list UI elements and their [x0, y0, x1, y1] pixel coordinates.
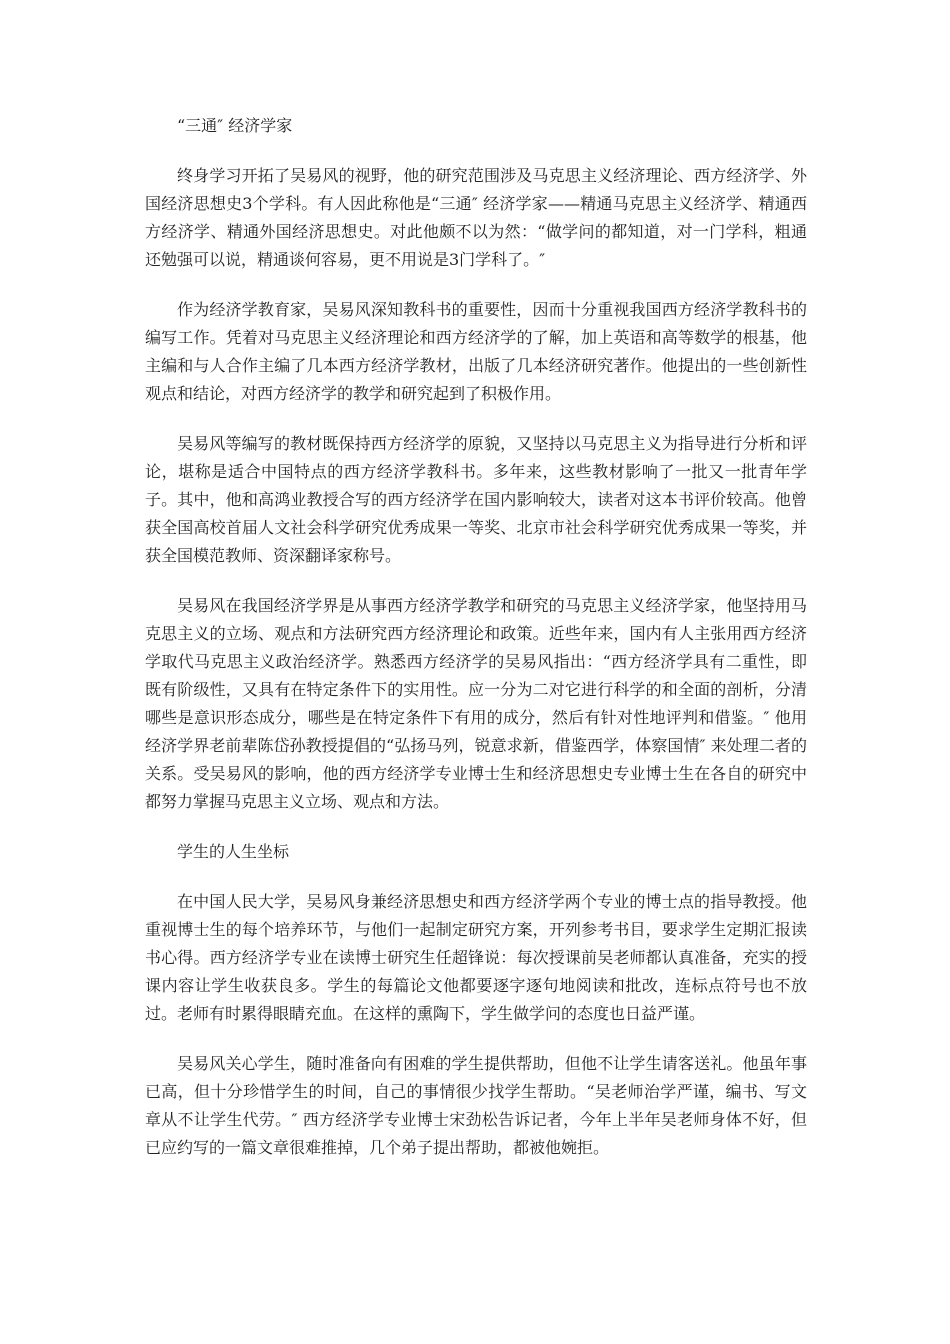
paragraph: 作为经济学教育家，吴易风深知教科书的重要性，因而十分重视我国西方经济学教科书的编写工作。凭着对马克思主义经济理论和西方经济学的了解，加上英语和高等数学的根基，他主编和与人合作主编了几本西方经济学教材，出版了几本经济研究著作。他提出的一些创新性观点和结论，对西方经济学的教学和研究起到了积极作用。 — [145, 300, 807, 403]
paragraph: 吴易风关心学生，随时准备向有困难的学生提供帮助，但他不让学生请客送礼。他虽年事已高，但十分珍惜学生的时间，自己的事情很少找学生帮助。“吴老师治学严谨，编书、写文章从不让学生代劳。″ 西方经济学专业博士宋劲松告诉记者，今年上半年吴老师身体不好，但已应约写的一篇文章很难推掉，几个弟子提出帮助，都被他婉拒。 — [145, 1054, 807, 1157]
section-heading: “三通″ 经济学家 — [177, 116, 293, 135]
paragraph: 终身学习开拓了吴易风的视野，他的研究范围涉及马克思主义经济理论、西方经济学、外国经济思想史3个学科。有人因此称他是“三通″ 经济学家——精通马克思主义经济学、精通西方经济学、精通外国经济思想史。对此他颇不以为然：“做学问的都知道，对一门学科，粗通还勉强可以说，精通谈何容易，更不用说是3门学科了。″ — [145, 166, 807, 269]
paragraph: 在中国人民大学，吴易风身兼经济思想史和西方经济学两个专业的博士点的指导教授。他重视博士生的每个培养环节，与他们一起制定研究方案，开列参考书目，要求学生定期汇报读书心得。西方经济学专业在读博士研究生任超锋说：每次授课前吴老师都认真准备，充实的授课内容让学生收获良多。学生的每篇论文他都要逐字逐句地阅读和批改，连标点符号也不放过。老师有时累得眼睛充血。在这样的熏陶下，学生做学问的态度也日益严谨。 — [145, 892, 807, 1023]
article-body — [145, 112, 807, 1184]
section-heading: 学生的人生坐标 — [177, 842, 290, 861]
paragraph: 吴易风等编写的教材既保持西方经济学的原貌，又坚持以马克思主义为指导进行分析和评论，堪称是适合中国特点的西方经济学教科书。多年来，这些教材影响了一批又一批青年学子。其中，他和高鸿业教授合写的西方经济学在国内影响较大，读者对这本书评价较高。他曾获全国高校首届人文社会科学研究优秀成果一等奖、北京市社会科学研究优秀成果一等奖，并获全国模范教师、资深翻译家称号。 — [145, 434, 807, 565]
paragraph: 吴易风在我国经济学界是从事西方经济学教学和研究的马克思主义经济学家，他坚持用马克思主义的立场、观点和方法研究西方经济理论和政策。近些年来，国内有人主张用西方经济学取代马克思主义政治经济学。熟悉西方经济学的吴易风指出：“西方经济学具有二重性，即既有阶级性，又具有在特定条件下的实用性。应一分为二对它进行科学的和全面的剖析，分清哪些是意识形态成分，哪些是在特定条件下有用的成分，然后有针对性地评判和借鉴。″ 他用经济学界老前辈陈岱孙教授提倡的“弘扬马列，锐意求新，借鉴西学，体察国情″ 来处理二者的关系。受吴易风的影响，他的西方经济学专业博士生和经济思想史专业博士生在各自的研究中都努力掌握马克思主义立场、观点和方法。 — [145, 596, 807, 811]
